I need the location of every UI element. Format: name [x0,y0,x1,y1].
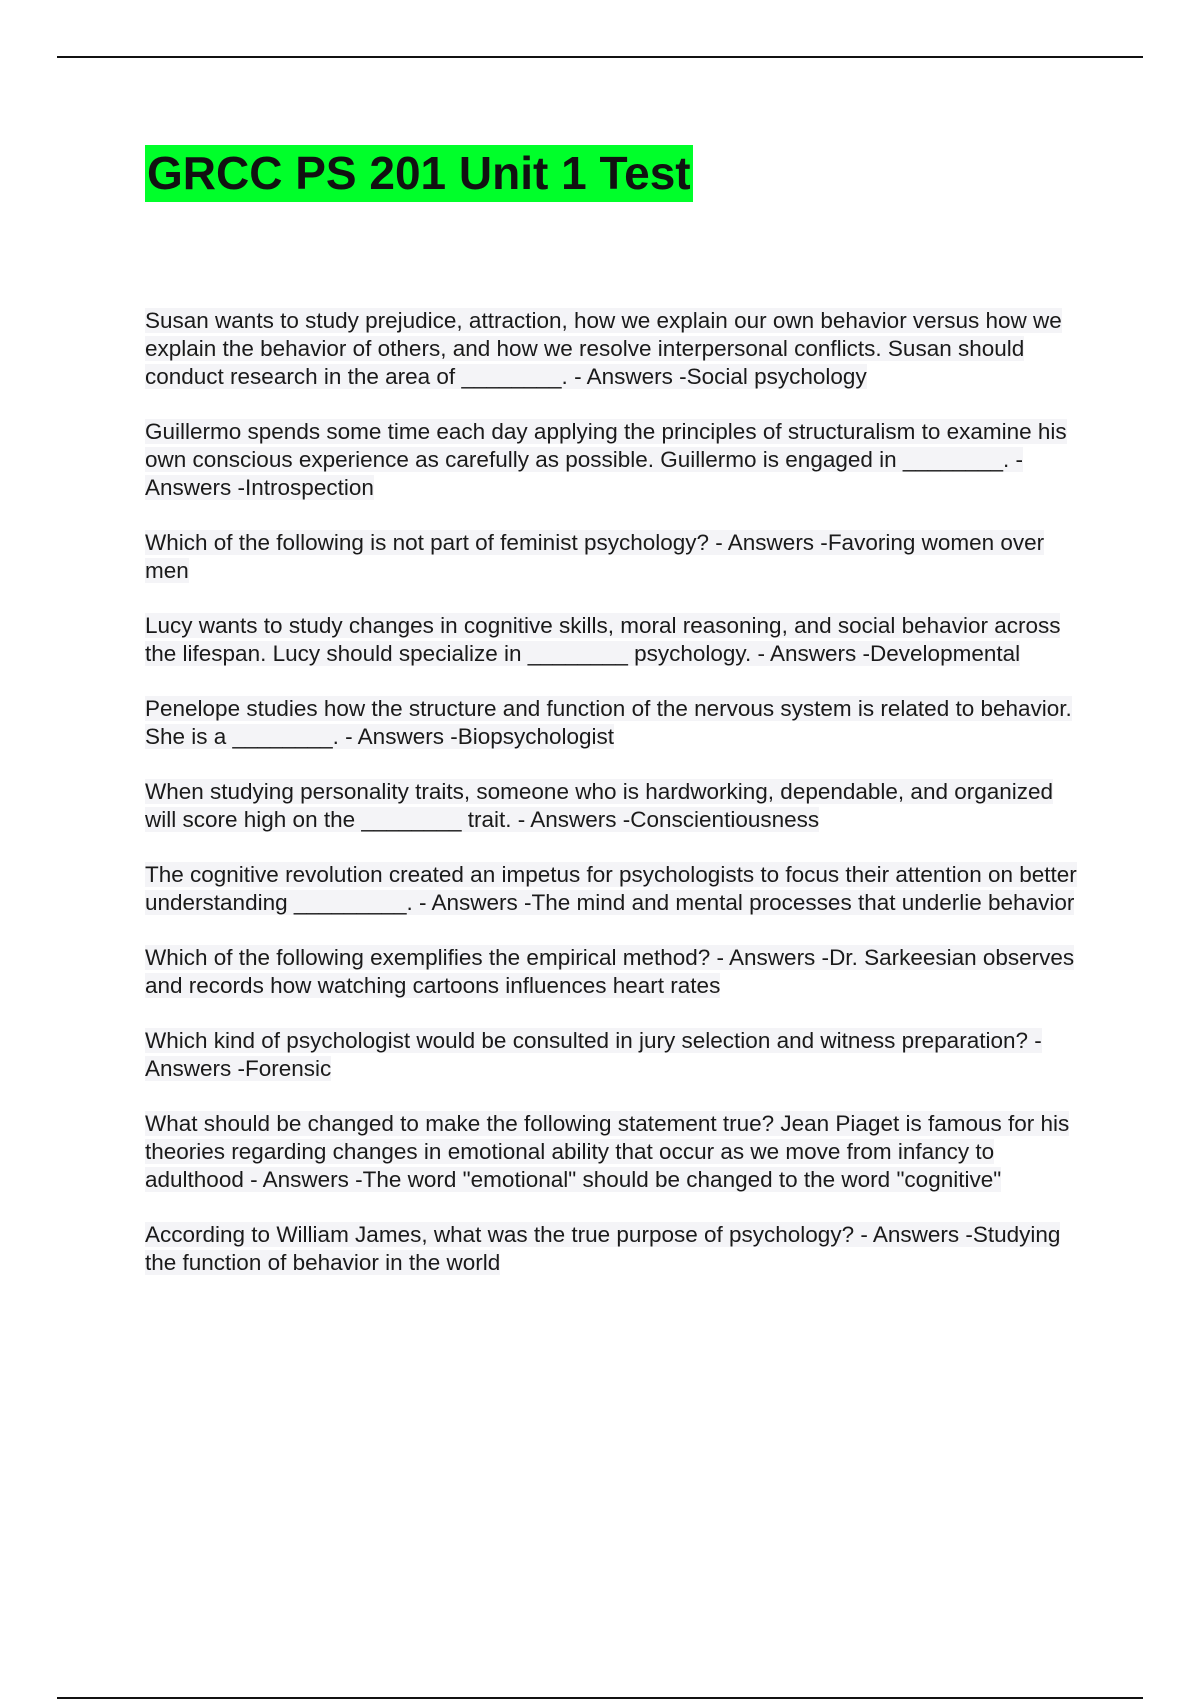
qa-item [145,944,1085,1000]
answer-separator: - Answers - [751,641,871,666]
answer-text: Studying the function of behavior in the world [145,1222,1061,1275]
answer-separator: - Answers - [567,364,687,389]
answer-separator: - Answers - [338,724,458,749]
question-text: According to William James, what was the true purpose of psychology? [145,1222,855,1247]
answer-separator: - Answers - [145,1028,1042,1081]
answer-text: Social psychology [686,364,867,389]
qa-list [145,307,1085,1304]
qa-item [145,418,1085,502]
question-text: What should be changed to make the following statement true? Jean Piaget is famous for his theories regarding changes in emotional ability that occur as we move from infancy to adulthood [145,1111,1070,1192]
bottom-rule [57,1697,1143,1699]
qa-item [145,861,1085,917]
answer-text: The mind and mental processes that underlie behavior [531,890,1075,915]
qa-item [145,1221,1085,1277]
question-text: Which kind of psychologist would be consulted in jury selection and witness preparation? [145,1028,1028,1053]
title-block [145,145,693,202]
answer-text: Dr. Sarkeesian observes and records how watching cartoons influences heart rates [145,945,1075,998]
answer-text: Conscientiousness [630,807,820,832]
question-text: Penelope studies how the structure and function of the nervous system is related to behavior. She is a ________. [145,696,1072,749]
qa-item [145,529,1085,585]
qa-item [145,695,1085,751]
answer-separator: - Answers - [412,890,532,915]
question-text: Guillermo spends some time each day applying the principles of structuralism to examine his own conscious experience as carefully as possible. Guillermo is engaged in ________. [145,419,1067,472]
question-text: The cognitive revolution created an impetus for psychologists to focus their attention on better understanding _________. [145,862,1077,915]
qa-item [145,778,1085,834]
question-text: Susan wants to study prejudice, attraction, how we explain our own behavior versus how we explain the behavior of others, and how we resolve interpersonal conflicts. Susan should conduct research in the area of ________. [145,308,1062,389]
answer-text: Favoring women over men [145,530,1045,583]
qa-item [145,307,1085,391]
document-title: GRCC PS 201 Unit 1 Test [145,145,693,202]
answer-text: Biopsychologist [457,724,615,749]
answer-text: Forensic [245,1056,332,1081]
question-text: Which of the following is not part of feminist psychology? [145,530,710,555]
answer-separator: - Answers - [145,447,1024,500]
qa-item [145,1110,1085,1194]
top-rule [57,56,1143,58]
answer-separator: - Answers - [243,1167,363,1192]
qa-item [145,612,1085,668]
answer-text: Introspection [245,475,374,500]
question-text: Lucy wants to study changes in cognitive skills, moral reasoning, and social behavior across the lifespan. Lucy should specialize in ________ psychology. [145,613,1061,666]
answer-separator: - Answers - [854,1222,973,1247]
answer-separator: - Answers - [710,945,830,970]
question-text: When studying personality traits, someone who is hardworking, dependable, and organized will score high on the ________ trait. [145,779,1054,832]
answer-text: Developmental [870,641,1021,666]
question-text: Which of the following exemplifies the empirical method? [145,945,711,970]
answer-separator: - Answers - [511,807,631,832]
qa-item [145,1027,1085,1083]
answer-text: The word "emotional" should be changed to the word "cognitive" [362,1167,1002,1192]
answer-separator: - Answers - [709,530,828,555]
